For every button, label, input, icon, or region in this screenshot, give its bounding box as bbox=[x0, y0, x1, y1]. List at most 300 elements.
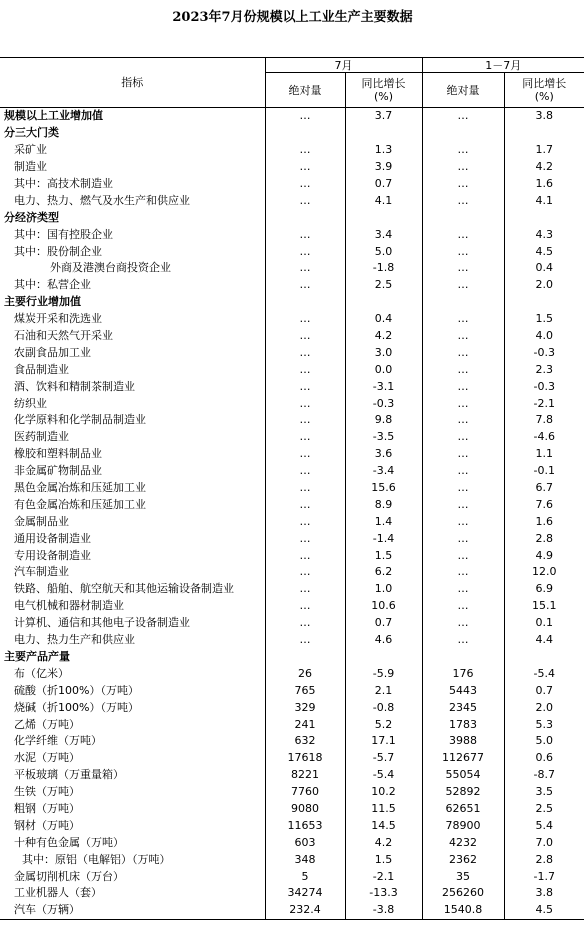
row-label: 十种有色金属（万吨） bbox=[14, 835, 124, 849]
row-label: 铁路、船舶、航空航天和其他运输设备制造业 bbox=[14, 582, 234, 596]
yoy-label: 同比增长 bbox=[361, 77, 406, 90]
month-absolute-cell: … bbox=[265, 311, 345, 328]
month-yoy-cell bbox=[345, 294, 422, 311]
month-absolute-cell: … bbox=[265, 344, 345, 361]
month-absolute-cell: … bbox=[265, 598, 345, 615]
table-row bbox=[0, 311, 584, 328]
row-label: 乙烯（万吨） bbox=[14, 717, 80, 731]
month-yoy-cell: -3.5 bbox=[345, 429, 422, 446]
yoy-unit: (%) bbox=[534, 90, 554, 103]
month-absolute-cell: … bbox=[265, 361, 345, 378]
row-label: 生铁（万吨） bbox=[14, 785, 80, 799]
row-label: 汽车（万辆） bbox=[0, 902, 265, 919]
section-row bbox=[0, 649, 584, 666]
ytd-absolute-cell: 3988 bbox=[422, 733, 504, 750]
section-row bbox=[0, 209, 584, 226]
table-row bbox=[0, 378, 584, 395]
table-row bbox=[0, 834, 584, 851]
ytd-absolute-cell: … bbox=[422, 159, 504, 176]
table-row bbox=[0, 176, 584, 193]
month-absolute-cell bbox=[265, 125, 345, 142]
table-row bbox=[0, 328, 584, 345]
month-absolute-cell: 9080 bbox=[265, 801, 345, 818]
row-label: 纺织业 bbox=[14, 396, 47, 410]
ytd-absolute-cell: … bbox=[422, 108, 504, 125]
month-absolute-cell: … bbox=[265, 581, 345, 598]
table-row bbox=[0, 665, 584, 682]
row-label: 食品制造业 bbox=[14, 362, 69, 376]
month-absolute-cell: 17618 bbox=[265, 750, 345, 767]
month-absolute-cell: … bbox=[265, 378, 345, 395]
month-yoy-cell: -1.4 bbox=[345, 530, 422, 547]
table-row bbox=[0, 851, 584, 868]
row-label: 酒、饮料和精制茶制造业 bbox=[14, 379, 135, 393]
month-yoy-cell: 17.1 bbox=[345, 733, 422, 750]
ytd-header: 1－7月 bbox=[422, 58, 584, 73]
row-label: 主要产品产量 bbox=[4, 649, 70, 663]
table-row bbox=[0, 260, 584, 277]
ytd-absolute-cell: 176 bbox=[422, 665, 504, 682]
ytd-absolute-cell: 1783 bbox=[422, 716, 504, 733]
ytd-yoy-cell: 2.0 bbox=[504, 277, 584, 294]
month-absolute-cell: 34274 bbox=[265, 885, 345, 902]
ytd-yoy-cell bbox=[504, 649, 584, 666]
ytd-absolute-cell: 1540.8 bbox=[422, 902, 504, 919]
row-label: 电气机械和器材制造业 bbox=[14, 599, 124, 613]
table-row bbox=[0, 361, 584, 378]
ytd-absolute-cell: … bbox=[422, 429, 504, 446]
ytd-yoy-cell: 4.0 bbox=[504, 328, 584, 345]
row-label: 其中：原铝（电解铝）（万吨） bbox=[22, 852, 171, 866]
row-label: 化学原料和化学制品制造业 bbox=[14, 413, 146, 427]
ytd-absolute-cell: 62651 bbox=[422, 801, 504, 818]
ytd-absolute-cell: 112677 bbox=[422, 750, 504, 767]
table-row bbox=[0, 581, 584, 598]
table-row bbox=[0, 480, 584, 497]
row-label: 煤炭开采和洗选业 bbox=[14, 312, 102, 326]
month-yoy-cell: 3.7 bbox=[345, 108, 422, 125]
table-row bbox=[0, 142, 584, 159]
month-yoy-cell: 14.5 bbox=[345, 817, 422, 834]
month-absolute-cell: … bbox=[265, 615, 345, 632]
table-row bbox=[0, 243, 584, 260]
yoy-label: 同比增长 bbox=[522, 77, 567, 90]
month-yoy-cell bbox=[345, 125, 422, 142]
month-yoy-cell: -0.3 bbox=[345, 395, 422, 412]
month-absolute-cell: 765 bbox=[265, 682, 345, 699]
ytd-yoy-cell: 1.6 bbox=[504, 513, 584, 530]
ytd-absolute-cell: … bbox=[422, 446, 504, 463]
month-yoy-cell: 2.1 bbox=[345, 682, 422, 699]
ytd-yoy-cell: 0.1 bbox=[504, 615, 584, 632]
row-label: 主要行业增加值 bbox=[4, 295, 81, 309]
table-row bbox=[0, 159, 584, 176]
month-absolute-cell: … bbox=[265, 328, 345, 345]
row-label: 有色金属冶炼和压延加工业 bbox=[14, 497, 146, 511]
ytd-absolute-cell: … bbox=[422, 615, 504, 632]
month-yoy-cell: -5.4 bbox=[345, 767, 422, 784]
table-row bbox=[0, 277, 584, 294]
month-absolute-cell: 632 bbox=[265, 733, 345, 750]
table-row bbox=[0, 868, 584, 885]
indicator-header: 指标 bbox=[0, 58, 265, 108]
row-label: 橡胶和塑料制品业 bbox=[14, 447, 102, 461]
ytd-absolute-cell bbox=[422, 125, 504, 142]
row-label: 非金属矿物制品业 bbox=[14, 464, 102, 478]
table-row bbox=[0, 496, 584, 513]
month-yoy-cell: -0.8 bbox=[345, 699, 422, 716]
row-label: 通用设备制造业 bbox=[14, 531, 91, 545]
month-absolute-cell: … bbox=[265, 564, 345, 581]
month-yoy-cell: 5.0 bbox=[345, 243, 422, 260]
ytd-yoy-cell: -2.1 bbox=[504, 395, 584, 412]
table-row bbox=[0, 463, 584, 480]
row-label: 其中：股份制企业 bbox=[14, 244, 102, 258]
ytd-yoy-cell: 2.0 bbox=[504, 699, 584, 716]
month-absolute-header: 绝对量 bbox=[265, 73, 345, 108]
ytd-absolute-cell: … bbox=[422, 226, 504, 243]
ytd-absolute-cell: 35 bbox=[422, 868, 504, 885]
month-absolute-cell: 11653 bbox=[265, 817, 345, 834]
month-yoy-cell: 10.6 bbox=[345, 598, 422, 615]
month-absolute-cell: … bbox=[265, 412, 345, 429]
row-label: 医药制造业 bbox=[14, 430, 69, 444]
ytd-yoy-cell bbox=[504, 294, 584, 311]
month-yoy-cell: -5.9 bbox=[345, 665, 422, 682]
month-yoy-cell: 3.0 bbox=[345, 344, 422, 361]
ytd-absolute-cell: 256260 bbox=[422, 885, 504, 902]
month-absolute-cell: 603 bbox=[265, 834, 345, 851]
ytd-absolute-cell: … bbox=[422, 412, 504, 429]
ytd-absolute-cell: … bbox=[422, 480, 504, 497]
table-row bbox=[0, 733, 584, 750]
row-label: 水泥（万吨） bbox=[14, 751, 80, 765]
ytd-yoy-cell: 0.6 bbox=[504, 750, 584, 767]
table-row bbox=[0, 885, 584, 902]
ytd-absolute-cell: … bbox=[422, 598, 504, 615]
ytd-yoy-cell bbox=[504, 125, 584, 142]
ytd-yoy-cell: 4.5 bbox=[504, 902, 584, 919]
ytd-yoy-cell: -0.1 bbox=[504, 463, 584, 480]
month-absolute-cell: … bbox=[265, 547, 345, 564]
row-label: 布（亿米） bbox=[14, 666, 69, 680]
ytd-absolute-cell: … bbox=[422, 260, 504, 277]
ytd-yoy-cell: 4.2 bbox=[504, 159, 584, 176]
ytd-yoy-cell: 4.3 bbox=[504, 226, 584, 243]
month-absolute-cell: … bbox=[265, 480, 345, 497]
ytd-absolute-cell: 2362 bbox=[422, 851, 504, 868]
ytd-yoy-cell: 3.8 bbox=[504, 885, 584, 902]
ytd-absolute-cell: 2345 bbox=[422, 699, 504, 716]
row-label: 石油和天然气开采业 bbox=[14, 329, 113, 343]
month-absolute-cell: … bbox=[265, 192, 345, 209]
ytd-absolute-cell: … bbox=[422, 463, 504, 480]
row-label: 电力、热力、燃气及水生产和供应业 bbox=[14, 193, 190, 207]
ytd-absolute-cell: … bbox=[422, 328, 504, 345]
table-row bbox=[0, 412, 584, 429]
month-yoy-cell: 1.4 bbox=[345, 513, 422, 530]
month-yoy-cell: 1.3 bbox=[345, 142, 422, 159]
row-label: 钢材（万吨） bbox=[14, 818, 80, 832]
table-row bbox=[0, 547, 584, 564]
ytd-absolute-cell bbox=[422, 649, 504, 666]
ytd-yoy-cell: 2.5 bbox=[504, 801, 584, 818]
month-absolute-cell: … bbox=[265, 260, 345, 277]
month-yoy-cell: 10.2 bbox=[345, 784, 422, 801]
row-label: 汽车制造业 bbox=[14, 565, 69, 579]
month-yoy-cell: 8.9 bbox=[345, 496, 422, 513]
row-label: 金属切削机床（万台） bbox=[14, 869, 124, 883]
row-label: 化学纤维（万吨） bbox=[14, 734, 102, 748]
month-yoy-cell: 4.2 bbox=[345, 834, 422, 851]
row-label: 金属制品业 bbox=[14, 514, 69, 528]
ytd-yoy-cell: 4.1 bbox=[504, 192, 584, 209]
ytd-absolute-cell: … bbox=[422, 564, 504, 581]
table-row bbox=[0, 801, 584, 818]
month-yoy-cell: -1.8 bbox=[345, 260, 422, 277]
ytd-yoy-cell: 5.3 bbox=[504, 716, 584, 733]
ytd-absolute-cell: … bbox=[422, 513, 504, 530]
month-yoy-cell: -3.1 bbox=[345, 378, 422, 395]
row-label: 制造业 bbox=[14, 160, 47, 174]
row-label: 其中：私营企业 bbox=[14, 278, 91, 292]
month-yoy-cell: -5.7 bbox=[345, 750, 422, 767]
section-row bbox=[0, 108, 584, 125]
table-row bbox=[0, 784, 584, 801]
month-yoy-cell bbox=[345, 649, 422, 666]
month-yoy-cell: 6.2 bbox=[345, 564, 422, 581]
ytd-absolute-cell: … bbox=[422, 311, 504, 328]
month-yoy-cell: 4.6 bbox=[345, 632, 422, 649]
month-yoy-cell: 5.2 bbox=[345, 716, 422, 733]
month-absolute-cell: … bbox=[265, 395, 345, 412]
page-title: 2023年7月份规模以上工业生产主要数据 bbox=[172, 10, 413, 25]
month-absolute-cell: 8221 bbox=[265, 767, 345, 784]
row-label: 平板玻璃（万重量箱） bbox=[14, 768, 124, 782]
month-yoy-cell: 11.5 bbox=[345, 801, 422, 818]
month-absolute-cell: … bbox=[265, 226, 345, 243]
ytd-yoy-cell: 4.9 bbox=[504, 547, 584, 564]
ytd-absolute-cell: 78900 bbox=[422, 817, 504, 834]
month-header: 7月 bbox=[265, 58, 422, 73]
ytd-yoy-cell: 0.7 bbox=[504, 682, 584, 699]
table-row bbox=[0, 344, 584, 361]
table-row bbox=[0, 716, 584, 733]
ytd-yoy-cell: -0.3 bbox=[504, 344, 584, 361]
month-yoy-cell: -13.3 bbox=[345, 885, 422, 902]
row-label: 分经济类型 bbox=[4, 210, 59, 224]
ytd-absolute-cell: … bbox=[422, 192, 504, 209]
month-yoy-cell: 4.2 bbox=[345, 328, 422, 345]
row-label: 电力、热力生产和供应业 bbox=[14, 633, 135, 647]
table-row bbox=[0, 446, 584, 463]
row-label: 硫酸（折100%）（万吨） bbox=[14, 683, 139, 697]
month-absolute-cell: 26 bbox=[265, 665, 345, 682]
table-row bbox=[0, 530, 584, 547]
section-row bbox=[0, 125, 584, 142]
month-yoy-cell bbox=[345, 209, 422, 226]
ytd-yoy-cell: 1.1 bbox=[504, 446, 584, 463]
month-yoy-cell: 2.5 bbox=[345, 277, 422, 294]
row-label: 其中：国有控股企业 bbox=[14, 227, 113, 241]
month-absolute-cell: … bbox=[265, 429, 345, 446]
month-yoy-cell: -2.1 bbox=[345, 868, 422, 885]
ytd-absolute-cell: 5443 bbox=[422, 682, 504, 699]
table-row bbox=[0, 513, 584, 530]
month-absolute-cell bbox=[265, 294, 345, 311]
month-absolute-cell: … bbox=[265, 530, 345, 547]
ytd-yoy-cell: 2.8 bbox=[504, 530, 584, 547]
ytd-absolute-cell: … bbox=[422, 581, 504, 598]
data-table bbox=[0, 57, 584, 920]
month-absolute-cell: 7760 bbox=[265, 784, 345, 801]
row-label: 规模以上工业增加值 bbox=[4, 109, 103, 123]
ytd-absolute-cell: … bbox=[422, 496, 504, 513]
month-yoy-cell: 1.0 bbox=[345, 581, 422, 598]
table-row bbox=[0, 902, 584, 919]
month-absolute-cell: … bbox=[265, 243, 345, 260]
row-label: 工业机器人（套） bbox=[14, 886, 102, 900]
month-yoy-cell: 0.7 bbox=[345, 615, 422, 632]
table-row bbox=[0, 429, 584, 446]
month-yoy-cell: 0.7 bbox=[345, 176, 422, 193]
month-yoy-cell: 0.4 bbox=[345, 311, 422, 328]
table-row bbox=[0, 598, 584, 615]
month-absolute-cell: … bbox=[265, 496, 345, 513]
ytd-yoy-cell: 3.8 bbox=[504, 108, 584, 125]
row-label: 粗钢（万吨） bbox=[14, 801, 80, 815]
ytd-yoy-cell: 15.1 bbox=[504, 598, 584, 615]
ytd-yoy-cell: -5.4 bbox=[504, 665, 584, 682]
ytd-absolute-cell: 4232 bbox=[422, 834, 504, 851]
ytd-yoy-cell: 4.4 bbox=[504, 632, 584, 649]
ytd-yoy-cell: 7.6 bbox=[504, 496, 584, 513]
month-yoy-cell: 1.5 bbox=[345, 851, 422, 868]
row-label: 专用设备制造业 bbox=[14, 548, 91, 562]
month-yoy-cell: 0.0 bbox=[345, 361, 422, 378]
ytd-absolute-cell: … bbox=[422, 243, 504, 260]
ytd-yoy-cell: -1.7 bbox=[504, 868, 584, 885]
month-absolute-cell: 329 bbox=[265, 699, 345, 716]
ytd-yoy-cell: 1.7 bbox=[504, 142, 584, 159]
table-row bbox=[0, 699, 584, 716]
ytd-absolute-cell: … bbox=[422, 344, 504, 361]
month-absolute-cell: … bbox=[265, 159, 345, 176]
month-absolute-cell: … bbox=[265, 176, 345, 193]
month-yoy-cell: 1.5 bbox=[345, 547, 422, 564]
month-absolute-cell: … bbox=[265, 277, 345, 294]
row-label: 计算机、通信和其他电子设备制造业 bbox=[14, 616, 190, 630]
ytd-yoy-cell: 7.8 bbox=[504, 412, 584, 429]
ytd-absolute-cell: … bbox=[422, 378, 504, 395]
table-body bbox=[0, 108, 584, 920]
month-yoy-cell: 15.6 bbox=[345, 480, 422, 497]
ytd-yoy-cell: 2.8 bbox=[504, 851, 584, 868]
row-label: 外商及港澳台商投资企业 bbox=[50, 261, 171, 275]
month-yoy-cell: 3.6 bbox=[345, 446, 422, 463]
ytd-absolute-cell: 55054 bbox=[422, 767, 504, 784]
month-yoy-header bbox=[345, 73, 422, 108]
month-absolute-cell: … bbox=[265, 632, 345, 649]
ytd-absolute-cell: … bbox=[422, 395, 504, 412]
ytd-yoy-cell: 4.5 bbox=[504, 243, 584, 260]
month-yoy-cell: 3.4 bbox=[345, 226, 422, 243]
ytd-absolute-cell bbox=[422, 294, 504, 311]
row-label: 农副食品加工业 bbox=[14, 345, 91, 359]
ytd-absolute-cell: … bbox=[422, 176, 504, 193]
table-row bbox=[0, 767, 584, 784]
ytd-absolute-cell: … bbox=[422, 361, 504, 378]
row-label: 采矿业 bbox=[14, 143, 47, 157]
ytd-yoy-cell: 2.3 bbox=[504, 361, 584, 378]
month-yoy-cell: -3.8 bbox=[345, 902, 422, 919]
ytd-yoy-cell: -8.7 bbox=[504, 767, 584, 784]
ytd-absolute-cell bbox=[422, 209, 504, 226]
ytd-absolute-cell: 52892 bbox=[422, 784, 504, 801]
ytd-yoy-cell: 5.0 bbox=[504, 733, 584, 750]
ytd-yoy-cell: 12.0 bbox=[504, 564, 584, 581]
month-absolute-cell: 232.4 bbox=[265, 902, 345, 919]
month-yoy-cell: -3.4 bbox=[345, 463, 422, 480]
ytd-yoy-cell: 0.4 bbox=[504, 260, 584, 277]
month-yoy-cell: 9.8 bbox=[345, 412, 422, 429]
month-absolute-cell: 241 bbox=[265, 716, 345, 733]
table-row bbox=[0, 817, 584, 834]
ytd-absolute-cell: … bbox=[422, 547, 504, 564]
month-absolute-cell: 348 bbox=[265, 851, 345, 868]
ytd-absolute-cell: … bbox=[422, 277, 504, 294]
row-label: 烧碱（折100%）（万吨） bbox=[14, 700, 139, 714]
ytd-yoy-cell: 5.4 bbox=[504, 817, 584, 834]
table-row bbox=[0, 615, 584, 632]
table-row bbox=[0, 395, 584, 412]
row-label: 黑色金属冶炼和压延加工业 bbox=[14, 481, 146, 495]
table-row bbox=[0, 564, 584, 581]
ytd-yoy-cell: 1.6 bbox=[504, 176, 584, 193]
section-row bbox=[0, 294, 584, 311]
month-yoy-cell: 3.9 bbox=[345, 159, 422, 176]
ytd-absolute-cell: … bbox=[422, 632, 504, 649]
ytd-yoy-cell: 1.5 bbox=[504, 311, 584, 328]
ytd-yoy-cell: 6.7 bbox=[504, 480, 584, 497]
month-absolute-cell: … bbox=[265, 463, 345, 480]
ytd-yoy-cell: -4.6 bbox=[504, 429, 584, 446]
ytd-absolute-cell: … bbox=[422, 142, 504, 159]
yoy-unit: (%) bbox=[373, 90, 394, 103]
ytd-yoy-cell: -0.3 bbox=[504, 378, 584, 395]
month-absolute-cell: … bbox=[265, 513, 345, 530]
month-absolute-cell: 5 bbox=[265, 868, 345, 885]
month-absolute-cell: … bbox=[265, 108, 345, 125]
ytd-yoy-cell bbox=[504, 209, 584, 226]
ytd-absolute-cell: … bbox=[422, 530, 504, 547]
month-absolute-cell bbox=[265, 649, 345, 666]
month-absolute-cell: … bbox=[265, 142, 345, 159]
ytd-yoy-header bbox=[504, 73, 584, 108]
row-label: 其中：高技术制造业 bbox=[14, 177, 113, 190]
table-row bbox=[0, 682, 584, 699]
table-row bbox=[0, 226, 584, 243]
ytd-yoy-cell: 6.9 bbox=[504, 581, 584, 598]
table-row bbox=[0, 750, 584, 767]
month-absolute-cell bbox=[265, 209, 345, 226]
ytd-absolute-header: 绝对量 bbox=[422, 73, 504, 108]
table-row bbox=[0, 192, 584, 209]
month-absolute-cell: … bbox=[265, 446, 345, 463]
table-row bbox=[0, 632, 584, 649]
row-label: 分三大门类 bbox=[4, 126, 59, 140]
ytd-yoy-cell: 7.0 bbox=[504, 834, 584, 851]
